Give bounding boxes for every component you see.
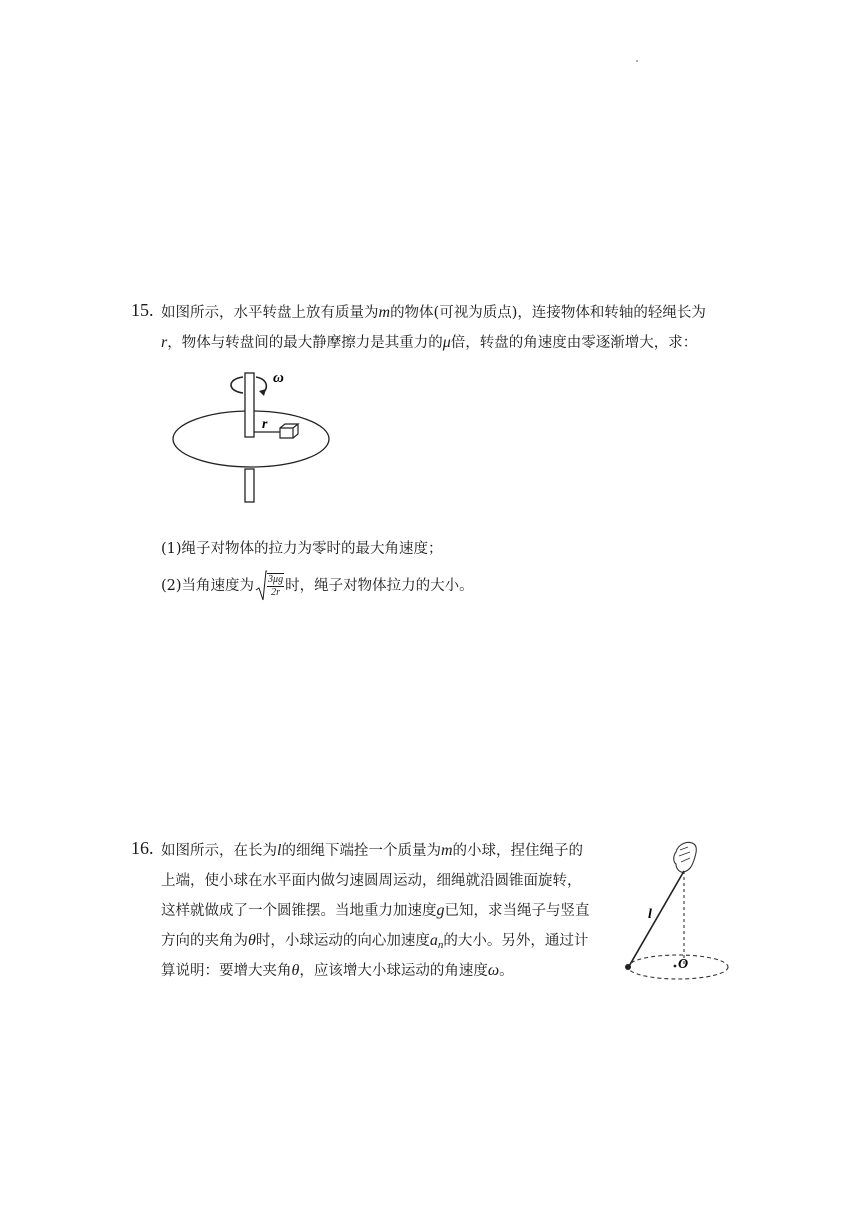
l-label: l [648,907,652,922]
pendulum-rope [628,871,684,968]
question-16-number: 16. [131,838,154,858]
scan-dot [636,60,638,62]
turntable-figure [165,365,340,505]
center-point [674,965,677,968]
axle-upper [245,373,254,437]
rotation-arrowhead [259,389,266,396]
q15-line-2: r，物体与转盘间的最大静摩擦力是其重力的μ倍，转盘的角速度由零逐渐增大，求： [161,334,698,351]
q16-line-1: 如图所示，在长为l的细绳下端拴一个质量为m的小球，捏住绳子的 [161,842,584,859]
question-15-number: 15. [131,300,154,320]
q16-line-3: 这样就做成了一个圆锥摆。当地重力加速度g已知，求当绳子与竖直 [161,902,590,919]
ball [625,964,631,970]
q16-line-4: 方向的夹角为θ时，小球运动的向心加速度$a_n$的大小。另外，通过计 [161,932,589,951]
o-label: O [678,957,689,972]
q15-part-2: (2)当角速度为 $\frac{3\mu g}{2r}$ 时，绳子对物体拉力的大小。 [161,570,474,602]
q16-line-2: 上端，使小球在水平面内做匀速圆周运动，细绳就沿圆锥面旋转， [161,873,582,889]
axle-lower [245,469,254,502]
sqrt-expression: $\frac{3\mu g}{2r}$ [255,570,284,602]
conical-pendulum-figure [618,838,733,986]
hand-icon [674,842,697,872]
rotation-arrow-left [231,377,243,393]
q15-part-1: (1)绳子对物体的拉力为零时的最大角速度； [161,541,443,557]
r-label: r [262,417,268,432]
q16-line-5: 算说明：要增大夹角θ，应该增大小球运动的角速度ω。 [161,962,514,979]
omega-label: ω [273,370,284,386]
q15-line-1: 如图所示，水平转盘上放有质量为m的物体(可视为质点)，连接物体和转轴的轻绳长为 [161,304,706,321]
